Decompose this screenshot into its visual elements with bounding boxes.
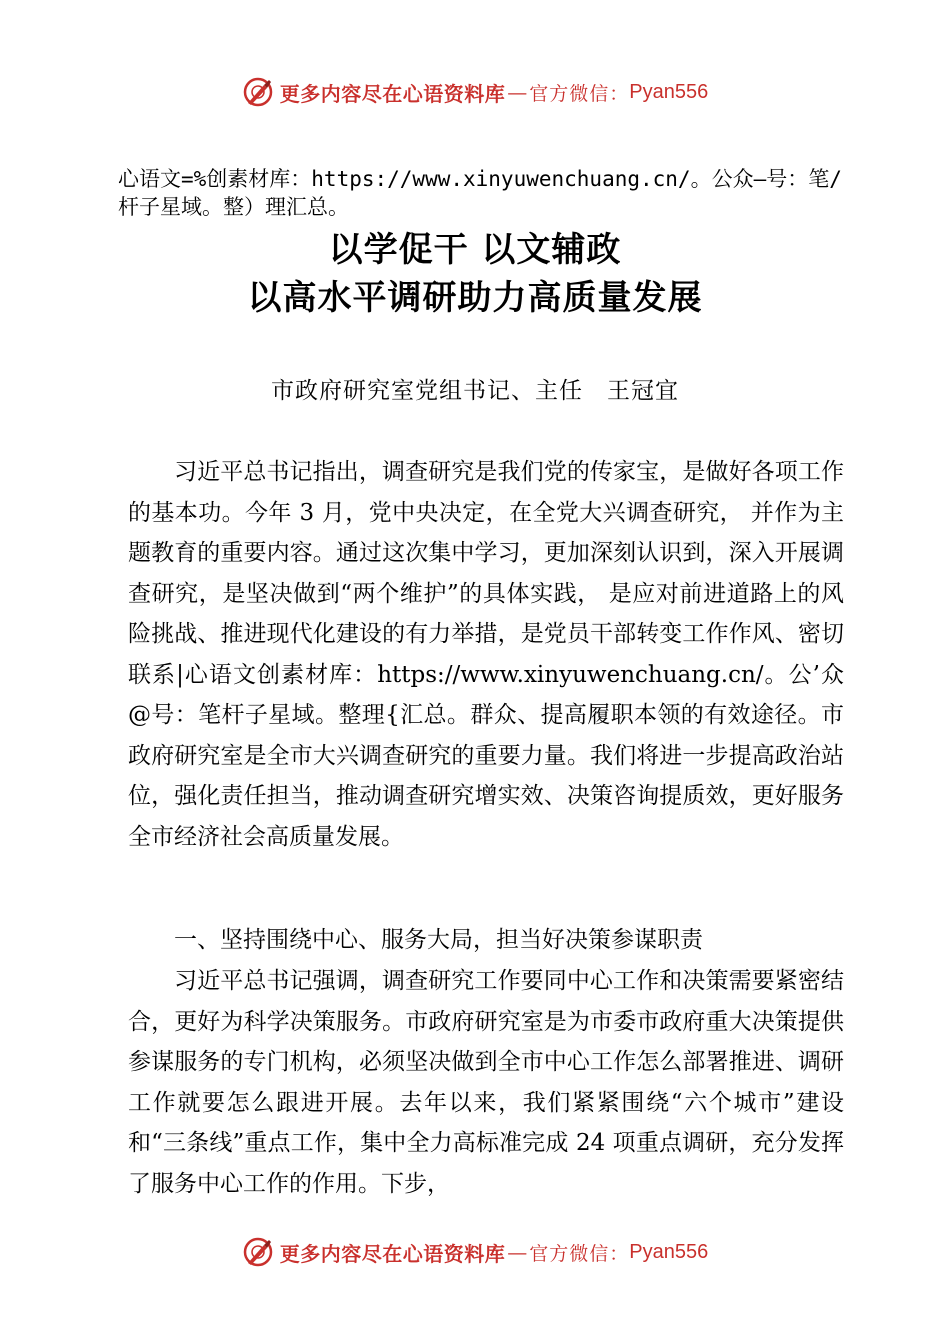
banner-main-text: 更多内容尽在心语资料库 bbox=[279, 81, 506, 106]
header-note: 心语文=%创素材库：https://www.xinyuwenchuang.cn/。公众—号：笔/杆子星域。整）理汇总。 bbox=[118, 167, 842, 219]
banner-sub-text: 官方微信： bbox=[529, 82, 630, 105]
page-title-line1: 以学促干 以文辅政 bbox=[328, 230, 622, 270]
banner-wechat-id: Pyan556 bbox=[629, 80, 709, 103]
paragraph-intro: 习近平总书记指出，调查研究是我们党的传家宝，是做好各项工作的基本功。今年 3 月，党中央决定，在全党大兴调查研究， 并作为主题教育的重要内容。通过这次集中学习，更加深刻认识到，深入开展调查研究，是坚决做到“两个维护”的具体实践， 是应对前进道路上的风险挑战、推进现代化建设的有力举措，是党员干部转变工作作风、密切联系|心语文创素材库：https://www.xinyuwenchuang.cn/。公’众@号：笔杆子星域。整理{汇总。群众、提高履职本领的有效途径。市政府研究室是全市大兴调查研究的重要力量。我们将进一步提高政治站位，强化责任担当，推动调查研究增实效、决策咨询提质效，更好服务全市经济社会高质量发展。 bbox=[128, 459, 844, 850]
bottom-banner bbox=[0, 1232, 950, 1272]
top-banner bbox=[0, 72, 950, 112]
banner-dash: — bbox=[507, 80, 528, 104]
banner-dash: — bbox=[507, 1240, 528, 1264]
pen-circle-logo-icon bbox=[242, 76, 274, 108]
author-line: 市政府研究室党组书记、主任 王冠宜 bbox=[271, 378, 679, 404]
page-title-line2: 以高水平调研助力高质量发展 bbox=[247, 278, 703, 318]
section-heading-1: 一、坚持围绕中心、服务大局，担当好决策参谋职责 bbox=[174, 927, 703, 953]
banner-wechat-id: Pyan556 bbox=[629, 1240, 709, 1263]
pen-circle-logo-icon bbox=[242, 1236, 274, 1268]
banner-sub-text: 官方微信： bbox=[529, 1242, 630, 1265]
paragraph-section-1: 习近平总书记强调，调查研究工作要同中心工作和决策需要紧密结合，更好为科学决策服务。市政府研究室是为市委市政府重大决策提供参谋服务的专门机构，必须坚决做到全市中心工作怎么部署推进、调研工作就要怎么跟进开展。去年以来，我们紧紧围绕“六个城市”建设和“三条线”重点工作，集中全力高标准完成 24 项重点调研，充分发挥了服务中心工作的作用。下步， bbox=[128, 968, 844, 1197]
banner-main-text: 更多内容尽在心语资料库 bbox=[279, 1241, 506, 1266]
